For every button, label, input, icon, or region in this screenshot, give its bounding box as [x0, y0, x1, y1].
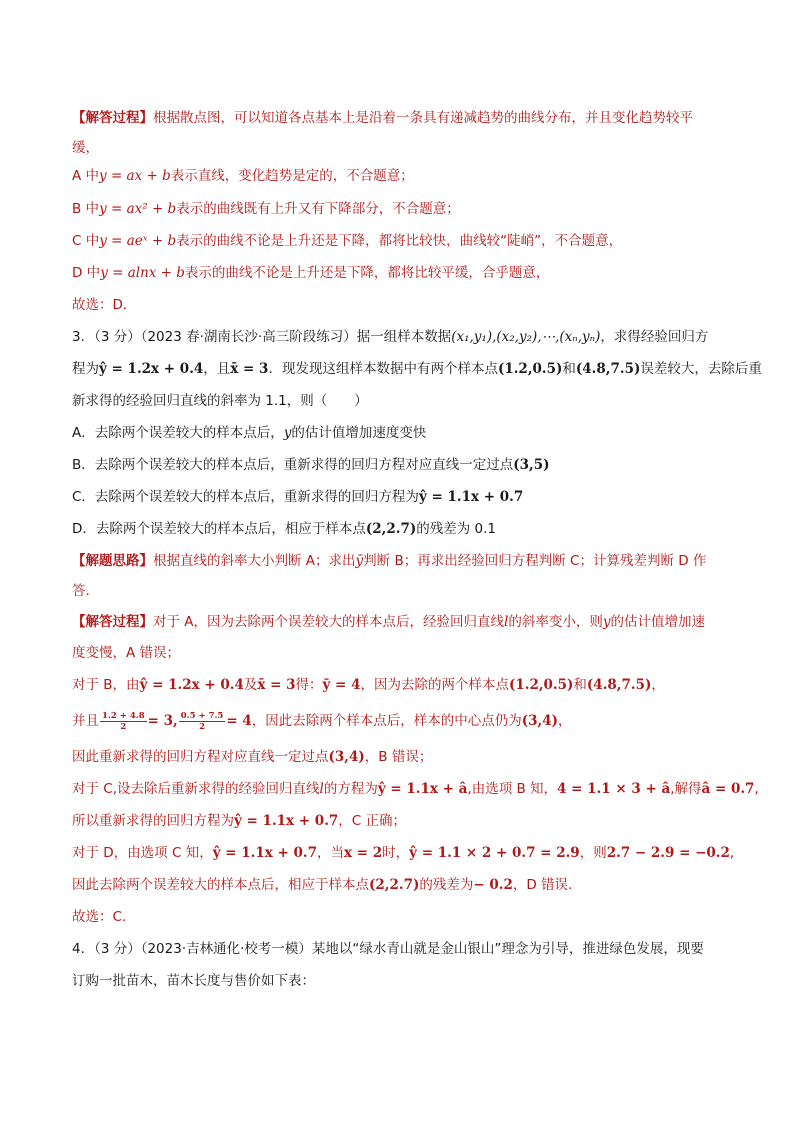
sample-point-1: (1.2,0.5) [497, 361, 563, 377]
solution-text-continued: 缓， [72, 140, 99, 156]
solution-3-line-6: 对于 C,设去除后重新求得的经验回归直线l的方程为ŷ = 1.1x + â,由选项 B 知，4 = 1.1 × 3 + â,解得â = 0.7, [72, 781, 759, 797]
fraction-1: $\frac{1.2 + 4.8}{2}$ [102, 710, 145, 732]
solution-3-line-1: 【解答过程】对于 A，因为去除两个误差较大的样本点后，经验回归直线l的斜率变小，则y的估计值增加速 [72, 614, 705, 630]
question-3-line-1: 3．（3 分）（2023 春·湖南长沙·高三阶段练习）据一组样本数据(x₁,y₁),(x₂,y₂),⋯,(xₙ,yₙ)，求得经验回归方 [72, 329, 709, 345]
solution-option-a: A 中y = ax + b表示直线，变化趋势是定的，不合题意； [72, 168, 414, 184]
solution-3-line-3: 对于 B，由ŷ = 1.2x + 0.4及x̄ = 3得：ȳ = 4，因为去除的两个样本点(1.2,0.5)和(4.8,7.5)， [72, 677, 665, 693]
regression-equation: ŷ = 1.2x + 0.4 [99, 361, 204, 377]
question-3-line-3: 新求得的经验回归直线的斜率为 1.1，则（ ） [72, 393, 368, 409]
solution-answer: 故选：D． [72, 297, 137, 313]
question-4-line-2: 订购一批苗木，苗木长度与售价如下表： [72, 973, 315, 989]
solution-3-line-5: 因此重新求得的回归方程对应直线一定过点(3,4)，B 错误； [72, 749, 433, 765]
solution-3-line-2: 度变慢，A 错误； [72, 645, 181, 661]
fraction-2: $\frac{0.5 + 7.5}{2}$ [180, 710, 224, 732]
option-d: D．去除两个误差较大的样本点后，相应于样本点(2,2.7)的残差为 0.1 [72, 521, 497, 537]
solution-3-tag: 【解答过程】 [72, 614, 153, 630]
solution-3-answer: 故选：C. [72, 909, 127, 925]
formula-b: y = ax² + b [99, 201, 177, 217]
solution-text: 根据散点图，可以知道各点基本上是沿着一条具有递减趋势的曲线分布，并且变化趋势较平 [153, 110, 693, 126]
formula-d: y = alnx + b [100, 265, 185, 281]
solution-paragraph [72, 102, 727, 134]
option-c: C．去除两个误差较大的样本点后，重新求得的回归方程为ŷ = 1.1x + 0.7 [72, 489, 524, 505]
thinking-paragraph: 【解题思路】根据直线的斜率大小判断 A；求出ȳ判断 B；再求出经验回归方程判断 C；计算残差判断 D 作 [72, 553, 707, 569]
formula-a: y = ax + b [99, 168, 171, 184]
question-4-line-1: 4．（3 分）（2023·吉林通化·校考一模）某地以“绿水青山就是金山银山”理念为引导，推进绿色发展，现要 [72, 941, 704, 957]
solution-3-line-8: 对于 D，由选项 C 知，ŷ = 1.1x + 0.7，当x = 2时，ŷ = 1.1 × 2 + 0.7 = 2.9，则2.7 − 2.9 = −0.2, [72, 845, 735, 861]
solution-option-b: B 中y = ax² + b表示的曲线既有上升又有下降部分，不合题意； [72, 201, 460, 217]
solution-3-line-9: 因此去除两个误差较大的样本点后，相应于样本点(2,2.7)的残差为− 0.2，D 错误. [72, 877, 573, 893]
sample-point-2: (4.8,7.5) [575, 361, 641, 377]
question-3-line-2: 程为ŷ = 1.2x + 0.4，且x̄ = 3．现发现这组样本数据中有两个样本点(1.2,0.5)和(4.8,7.5)误差较大，去除后重 [72, 361, 762, 377]
solution-tag: 【解答过程】 [72, 110, 153, 126]
solution-option-d: D 中y = alnx + b表示的曲线不论是上升还是下降，都将比较平缓，合乎题意， [72, 265, 550, 281]
thinking-text-continued: 答. [72, 583, 90, 599]
x-bar: x̄ = 3 [230, 361, 269, 377]
solution-3-line-7: 所以重新求得的回归方程为ŷ = 1.1x + 0.7，C 正确； [72, 813, 407, 829]
sample-data: (x₁,y₁),(x₂,y₂),⋯,(xₙ,yₙ) [451, 329, 601, 345]
solution-3-line-4: 并且 $\frac{1.2 + 4.8}{2}$ = 3, $\frac{0.5 + 7.5}{2}$ = 4，因此去除两个样本点后，样本的中心点仍为(3,4)， [72, 710, 572, 732]
option-a: A．去除两个误差较大的样本点后，y的估计值增加速度变快 [72, 425, 427, 441]
formula-c: y = aeˣ + b [99, 233, 177, 249]
solution-option-c: C 中y = aeˣ + b表示的曲线不论是上升还是下降，都将比较快，曲线较“陡峭”，不合题意， [72, 233, 623, 249]
option-b: B．去除两个误差较大的样本点后，重新求得的回归方程对应直线一定过点(3,5) [72, 457, 550, 473]
thinking-tag: 【解题思路】 [72, 553, 153, 569]
